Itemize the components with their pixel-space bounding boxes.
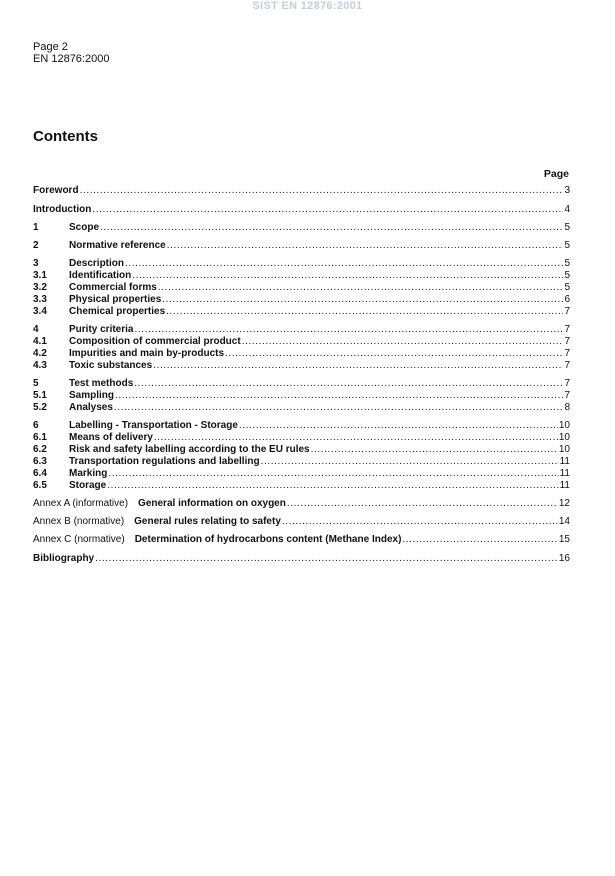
toc-entry-annex-label: Annex B (normative)	[33, 516, 125, 527]
toc-entry-leader-dots	[402, 534, 557, 546]
toc-entry-title: Labelling - Transportation - Storage	[69, 420, 238, 431]
toc-entry-leader-dots	[282, 516, 558, 528]
page-number: Page 2	[33, 41, 68, 53]
toc-entry-page: 10	[558, 444, 570, 455]
toc-entry-page: 5	[564, 282, 570, 293]
toc-entry-number: 5.1	[33, 390, 47, 401]
toc-entry-number: 6.3	[33, 456, 47, 467]
toc-entry-leader-dots	[287, 498, 558, 510]
toc-entry-page: 5	[564, 222, 570, 233]
toc-entry-title: Chemical properties	[69, 306, 166, 317]
toc-entry[interactable]	[33, 203, 570, 216]
standard-id: EN 12876:2000	[33, 52, 110, 65]
toc-entry-number: 4.3	[33, 360, 47, 371]
toc-entry-leader-dots	[114, 402, 564, 414]
toc-entry[interactable]	[33, 239, 570, 252]
toc-entry-title: Foreword	[33, 185, 79, 196]
toc-entry-page: 4	[564, 204, 570, 215]
toc-entry-page: 16	[558, 553, 570, 564]
toc-entry-leader-dots	[166, 306, 563, 318]
toc-entry-title: Analyses	[69, 402, 113, 413]
toc-entry-title: Commercial forms	[69, 282, 157, 293]
toc-entry-title: Introduction	[33, 204, 92, 215]
toc-entry-number: 6	[33, 420, 39, 431]
toc-entry-number: 3.2	[33, 282, 47, 293]
toc-entry-number: 5.2	[33, 402, 47, 413]
toc-entry[interactable]	[33, 479, 570, 492]
toc-entry-page: 7	[564, 360, 570, 371]
toc-entry-title: Identification	[69, 270, 132, 281]
toc-entry-page: 11	[559, 480, 570, 491]
toc-entry-number: 3.4	[33, 306, 47, 317]
toc-entry[interactable]	[33, 221, 570, 234]
toc-entry-page: 11	[559, 456, 570, 467]
toc-entry-title: General information on oxygen	[138, 498, 286, 509]
toc-entry-page: 7	[564, 348, 570, 359]
toc-entry-page: 8	[564, 402, 570, 413]
toc-entry[interactable]	[33, 184, 570, 197]
toc-entry[interactable]	[33, 359, 570, 372]
toc-entry-page: 11	[559, 468, 570, 479]
toc-entry-title: Impurities and main by-products	[69, 348, 225, 359]
toc-entry-page: 12	[558, 498, 570, 509]
toc-entry-page: 7	[564, 324, 570, 335]
toc-entry-annex-label: Annex C (normative)	[33, 534, 125, 545]
watermark: SIST EN 12876:2001	[252, 0, 363, 12]
toc-entry-page: 14	[558, 516, 570, 527]
page-column-label: Page	[543, 168, 569, 180]
toc-entry-title: General rules relating to safety	[134, 516, 281, 527]
toc-entry-number: 6.5	[33, 480, 47, 491]
toc-entry-leader-dots	[80, 185, 564, 197]
toc-entry-leader-dots	[95, 553, 558, 565]
toc-entry-annex-label: Annex A (informative)	[33, 498, 129, 509]
toc-entry-page: 5	[564, 270, 570, 281]
toc-entry-title: Test methods	[69, 378, 134, 389]
toc-entry-page: 7	[564, 378, 570, 389]
toc-entry-page: 7	[564, 336, 570, 347]
toc-entry[interactable]	[33, 305, 570, 318]
toc-entry-page: 15	[558, 534, 570, 545]
toc-entry-number: 3.3	[33, 294, 47, 305]
toc-entry-leader-dots	[167, 240, 564, 252]
page-header	[33, 42, 109, 65]
toc-annex-entry[interactable]	[33, 497, 570, 510]
toc-entry-title: Normative reference	[69, 240, 166, 251]
toc-entry-title: Composition of commercial product	[69, 336, 241, 347]
toc-entry-number: 4.1	[33, 336, 47, 347]
toc-entry-leader-dots	[153, 360, 563, 372]
toc-entry-number: 6.2	[33, 444, 47, 455]
toc-entry-title: Risk and safety labelling according to the EU rules	[69, 444, 310, 455]
toc-entry-page: 10	[558, 420, 570, 431]
toc-entry[interactable]	[33, 401, 570, 414]
toc-entry-title: Storage	[69, 480, 107, 491]
toc-entry-page: 10	[558, 432, 570, 443]
toc-entry-number: 4.2	[33, 348, 47, 359]
toc-entry-page: 5	[564, 258, 570, 269]
toc-entry-number: 2	[33, 240, 39, 251]
toc-entry-title: Physical properties	[69, 294, 162, 305]
toc-entry-number: 3.1	[33, 270, 47, 281]
toc-entry-number: 5	[33, 378, 39, 389]
toc-entry-title: Purity criteria	[69, 324, 134, 335]
toc-entry-title: Description	[69, 258, 125, 269]
toc-entry-title: Means of delivery	[69, 432, 153, 443]
toc-annex-entry[interactable]	[33, 515, 570, 528]
toc-entry-title: Bibliography	[33, 553, 95, 564]
toc-entry-page: 7	[564, 390, 570, 401]
toc-entry-number: 1	[33, 222, 39, 233]
toc-entry-page: 5	[564, 240, 570, 251]
toc-entry-leader-dots	[100, 222, 563, 234]
toc-entry-number: 4	[33, 324, 39, 335]
toc-entry-leader-dots	[107, 480, 558, 492]
toc-entry-page: 7	[564, 306, 570, 317]
toc-entry-title: Toxic substances	[69, 360, 153, 371]
toc-entry[interactable]	[33, 552, 570, 565]
toc-entry-number: 3	[33, 258, 39, 269]
page-title: Contents	[33, 128, 98, 145]
toc-entry-page: 6	[564, 294, 570, 305]
toc-entry-number: 6.4	[33, 468, 47, 479]
toc-entry-title: Marking	[69, 468, 108, 479]
toc-entry-title: Transportation regulations and labelling	[69, 456, 260, 467]
toc-annex-entry[interactable]	[33, 533, 570, 546]
toc-entry-leader-dots	[92, 204, 563, 216]
toc-entry-title: Scope	[69, 222, 100, 233]
toc-entry-number: 6.1	[33, 432, 47, 443]
toc-entry-title: Sampling	[69, 390, 115, 401]
toc-entry-title: Determination of hydrocarbons content (Methane Index)	[134, 534, 402, 545]
toc-entry-page: 3	[564, 185, 570, 196]
